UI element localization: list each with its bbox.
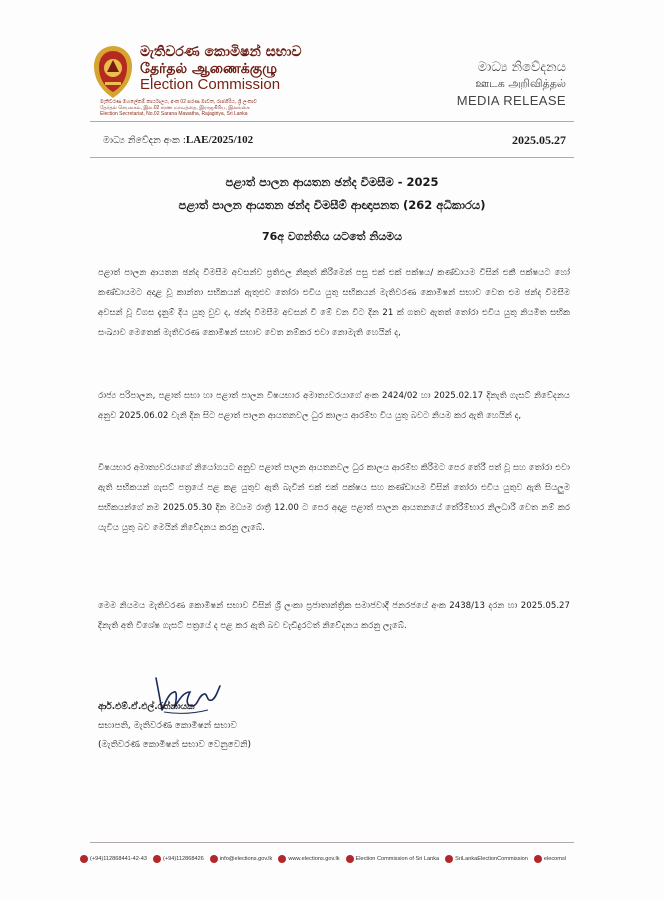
footer-website[interactable]: www.elections.gov.lk <box>278 855 339 863</box>
reference-number: LAE/2025/102 <box>185 134 254 146</box>
signatory-role: සභාපති, මැතිවරණ කොමිෂන් සභාව <box>98 721 237 731</box>
globe-icon <box>278 855 286 863</box>
reference-divider <box>90 157 574 158</box>
org-name-sinhala: මැතිවරණ කොමිෂන් සභාව <box>140 44 302 60</box>
release-reference <box>103 134 253 146</box>
footer-youtube[interactable]: Election Commission of Sri Lanka <box>346 855 440 863</box>
header-divider <box>90 121 574 122</box>
signatory-name: ආර්.එම්.ඒ.එල්.රත්නායක <box>98 702 195 712</box>
phone-icon <box>80 855 88 863</box>
facebook-icon <box>445 855 453 863</box>
body-paragraph-1: පළාත් පාලන ආයතන ඡන්ද විමසීම අවසන්ව ප්‍රතිඵල නිකුත් කිරීමෙන් පසු එක් එක් පක්ෂය/ කණ්ඩායම විසින් එකී පක්ෂයට හෝ කණ්ඩායමට අදාළ වූ කාන්තා සභිකයන් ඇතුළුව තෝරා එවිය යුතු සභිකයන් මැතිවරණ කොමිෂන් සභාව වෙත එම ඡන්ද විමසීම අවසන් වූ විගස දැනුම් දිය යුතු වුව ද, ඡන්ද විමසීම අවසන් වී මේ වන විට දින 21 ක් ගතව ඇතත් තෝරා එවිය යුතු නියමිත සභික සංඛ්‍යාව මෙතෙක් මැතිවරණ කොමිෂන් සභාව වෙත නම්කර එවා නොමැති හෙයින් ද, <box>98 268 570 338</box>
address-tamil: தேர்தல் செயலகம், இல.02 சரண மாவத்தை, இராஜகிரிய, இலங்கை <box>100 105 250 111</box>
title-line-1: පළාත් පාලන ආයතන ඡන්ද විමසීම - 2025 <box>225 175 439 189</box>
title-line-2: පළාත් පාලන ආයතන ඡන්ද විමසීම් ආඥාපනත (262 අධිකාරය) <box>178 198 486 212</box>
release-date: 2025.05.27 <box>512 133 566 147</box>
contact-footer <box>80 852 580 866</box>
fax-icon <box>153 855 161 863</box>
media-release-english: MEDIA RELEASE <box>456 93 566 108</box>
org-name-english: Election Commission <box>140 76 281 93</box>
org-name-tamil: தேர்தல் ஆணைக்குழு <box>140 61 278 77</box>
footer-facebook[interactable]: SriLankaElectionCommission <box>445 855 528 863</box>
body-paragraph-2: රාජ්‍ය පරිපාලන, පළාත් සභා හා පළාත් පාලන විෂයභාර අමාත්‍යවරයාගේ අංක 2424/02 හා 2025.02.17 දිනැති ගැසට් නිවේදනය අනුව 2025.06.02 වැනි දින සිට පළාත් පාලන ආයතනවල ධුර කාලය ආරම්භ විය යුතු බවට නියම කර ඇති හෙයින් ද, <box>98 391 570 421</box>
footer-divider <box>90 842 574 843</box>
address-english: Election Secretariat, No.02 Sarana Mawatha, Rajagiriya, Sri Lanka <box>100 111 248 117</box>
footer-phone-1: (+94)112868441-42-43 <box>80 855 147 863</box>
address-sinhala: මැතිවරණ මහලේකම් කාර්යාලය, අංක 02 සරණ මාවත, රාජගිරිය, ශ්‍රී ලංකාව <box>100 99 258 105</box>
election-commission-emblem-icon <box>90 44 136 100</box>
twitter-icon <box>534 855 542 863</box>
reference-label: මාධ්‍ය නිවේදන අංක : <box>103 135 186 146</box>
title-line-3: 76අ වගන්තිය යටතේ නියමය <box>261 230 403 243</box>
media-release-sinhala: මාධ්‍ය නිවේදනය <box>477 60 566 75</box>
footer-twitter[interactable]: elecomsl <box>534 855 566 863</box>
footer-phone-2: (+94)112868426 <box>153 855 204 863</box>
footer-email[interactable]: info@elections.gov.lk <box>210 855 273 863</box>
email-icon <box>210 855 218 863</box>
media-release-tamil: ஊடக அறிவித்தல் <box>475 77 566 90</box>
body-paragraph-3: විෂයභාර අමාත්‍යවරයාගේ නියෝගයට අනුව පළාත් පාලන ආයතනවල ධුර කාලය ආරම්භ කිරීමට පෙර තේරී පත් වූ සහ තෝරා එවා ඇති සභිකයන් ගැසට් පත්‍රයේ පළ කළ යුතුව ඇති බැවින් එක් එක් පක්ෂය සහ කණ්ඩායම විසින් තෝරා එවිය යුතුව ඇති සියලුම සභිකයන්ගේ නම 2025.05.30 දින මධ්‍යම රාත්‍රී 12.00 ට පෙර අදාළ පළාත් පාලන ආයතනයේ තේරීම්භාර නිලධාරී වෙත නම් කර යැවිය යුතු බව මෙයින් නිවේදනය කරනු ලැබේ. <box>98 463 571 533</box>
youtube-icon <box>346 855 354 863</box>
signatory-on-behalf: (මැතිවරණ කොමිෂන් සභාව වෙනුවෙනි) <box>98 740 251 750</box>
body-paragraph-4: මෙම නියමය මැතිවරණ කොමිෂන් සභාව විසින් ශ්‍රී ලංකා ප්‍රජාතාන්ත්‍රික සමාජවාදී ජනරජයේ අංක 2438/13 දරන හා 2025.05.27 දිනැති අති විශේෂ ගැසට් පත්‍රයේ ද පළ කර ඇති බව වැඩිදුරටත් නිවේදනය කරනු ලැබේ. <box>98 601 570 631</box>
